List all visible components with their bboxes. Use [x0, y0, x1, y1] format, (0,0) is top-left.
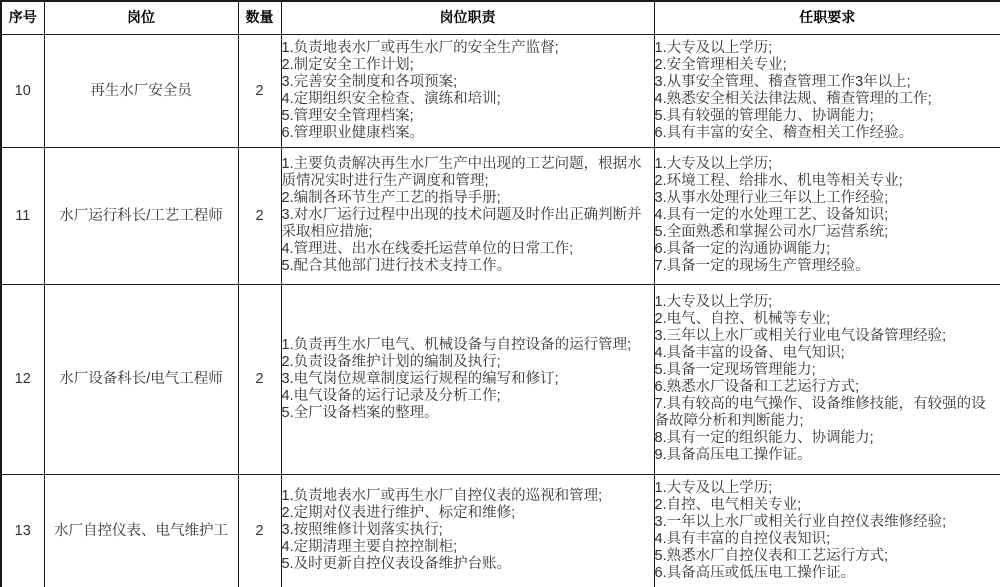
header-quantity: 数量	[238, 1, 281, 34]
list-line: 4.定期组织安全检查、演练和培训;	[281, 90, 501, 107]
list-line: 2.环境工程、给排水、机电等相关专业;	[654, 173, 903, 189]
list-line: 3.电气岗位规章制度运行规程的编写和修订;	[281, 370, 559, 387]
list-line: 5.熟悉水厂自控仪表和工艺运行方式;	[654, 547, 889, 564]
count-cell: 2	[238, 474, 281, 587]
duties-cell	[281, 474, 654, 587]
list-line: 2.负责设备维护计划的编制及执行;	[281, 353, 501, 370]
header-duties: 岗位职责	[281, 1, 654, 34]
position-cell: 水厂设备科长/电气工程师	[44, 284, 238, 474]
row-number-cell: 12	[1, 284, 44, 474]
list-line: 1.大专及以上学历;	[654, 156, 773, 172]
list-line: 2.制定安全工作计划;	[281, 56, 414, 73]
list-line: 3.完善安全制度和各项预案;	[281, 73, 458, 90]
list-line: 2.电气、自控、机械等专业;	[654, 311, 831, 327]
list-line: 1.大专及以上学历;	[654, 39, 773, 56]
row-number-cell: 10	[1, 34, 44, 147]
table-row	[1, 474, 1000, 587]
position-cell: 水厂运行科长/工艺工程师	[44, 147, 238, 284]
list-line: 2.安全管理相关专业;	[654, 56, 787, 73]
list-line: 5.全厂设备档案的整理。	[281, 404, 439, 421]
header-row	[1, 1, 1000, 34]
header-requirements: 任职要求	[654, 1, 1000, 34]
list-line: 7.具备一定的现场生产管理经验。	[654, 258, 870, 274]
list-line: 5.具备一定现场管理能力;	[654, 362, 816, 378]
table-row	[1, 34, 1000, 147]
count-cell: 2	[238, 147, 281, 284]
header-position: 岗位	[44, 1, 238, 34]
requirements-cell	[654, 474, 1000, 587]
list-line: 5.管理安全管理档案;	[281, 107, 414, 124]
list-line: 4.具有一定的水处理工艺、设备知识;	[654, 207, 889, 223]
list-line: 6.具有丰富的安全、稽查相关工作经验。	[654, 124, 914, 141]
list-line: 3.对水厂运行过程中出现的技术问题及时作出正确判断并采取相应措施;	[281, 207, 642, 240]
header-serial-number: 序号	[1, 1, 44, 34]
list-line: 3.从事水处理行业三年以上工作经验;	[654, 190, 889, 206]
list-line: 5.具有较强的管理能力、协调能力;	[654, 107, 874, 124]
list-line: 6.熟悉水厂设备和工艺运行方式;	[654, 379, 860, 395]
list-line: 4.具备丰富的设备、电气知识;	[654, 345, 845, 361]
list-line: 7.具有较高的电气操作、设备维修技能，有较强的设备故障分析和判断能力;	[654, 396, 986, 429]
list-line: 4.定期清理主要自控控制柜;	[281, 539, 458, 556]
list-line: 9.具备高压电工操作证。	[654, 447, 812, 463]
list-line: 1.负责再生水厂电气、机械设备与自控设备的运行管理;	[281, 336, 632, 353]
requirements-cell	[654, 147, 1000, 284]
count-cell: 2	[238, 34, 281, 147]
count-cell: 2	[238, 284, 281, 474]
list-line: 4.熟悉安全相关法律法规、稽查管理的工作;	[654, 90, 932, 107]
table-row	[1, 284, 1000, 474]
list-line: 3.三年以上水厂或相关行业电气设备管理经验;	[654, 328, 947, 344]
duties-cell	[281, 284, 654, 474]
list-line: 4.具有丰富的自控仪表知识;	[654, 530, 831, 547]
position-cell: 再生水厂安全员	[44, 34, 238, 147]
list-line: 3.从事安全管理、稽查管理工作3年以上;	[654, 73, 911, 90]
list-line: 4.管理进、出水在线委托运营单位的日常工作;	[281, 241, 574, 257]
list-line: 2.定期对仪表进行维护、标定和维修;	[281, 505, 516, 522]
list-line: 5.及时更新自控仪表设备维护台账。	[281, 556, 512, 573]
list-line: 6.具备高压或低压电工操作证。	[654, 564, 856, 581]
row-number-cell: 13	[1, 474, 44, 587]
duties-cell	[281, 34, 654, 147]
requirements-cell	[654, 34, 1000, 147]
list-line: 2.编制各环节生产工艺的指导手册;	[281, 190, 501, 206]
position-cell: 水厂自控仪表、电气维护工	[44, 474, 238, 587]
duties-cell	[281, 147, 654, 284]
list-line: 4.电气设备的运行记录及分析工作;	[281, 387, 501, 404]
list-line: 3.一年以上水厂或相关行业自控仪表维修经验;	[654, 513, 947, 530]
list-line: 3.按照维修计划落实执行;	[281, 522, 443, 539]
list-line: 1.大专及以上学历;	[654, 294, 773, 310]
list-line: 6.管理职业健康档案。	[281, 124, 425, 141]
list-line: 1.大专及以上学历;	[654, 479, 773, 496]
list-line: 5.配合其他部门进行技术支持工作。	[281, 258, 512, 274]
list-line: 8.具有一定的组织能力、协调能力;	[654, 430, 874, 446]
row-number-cell: 11	[1, 147, 44, 284]
list-line: 1.负责地表水厂或再生水厂的安全生产监督;	[281, 39, 559, 56]
list-line: 2.自控、电气相关专业;	[654, 496, 802, 513]
list-line: 1.主要负责解决再生水厂生产中出现的工艺问题，根据水质情况实时进行生产调度和管理;	[281, 156, 642, 189]
requirements-cell	[654, 284, 1000, 474]
list-line: 1.负责地表水厂或再生水厂自控仪表的巡视和管理;	[281, 488, 603, 505]
list-line: 5.全面熟悉和掌握公司水厂运营系统;	[654, 224, 889, 240]
list-line: 6.具备一定的沟通协调能力;	[654, 241, 831, 257]
table-row	[1, 147, 1000, 284]
